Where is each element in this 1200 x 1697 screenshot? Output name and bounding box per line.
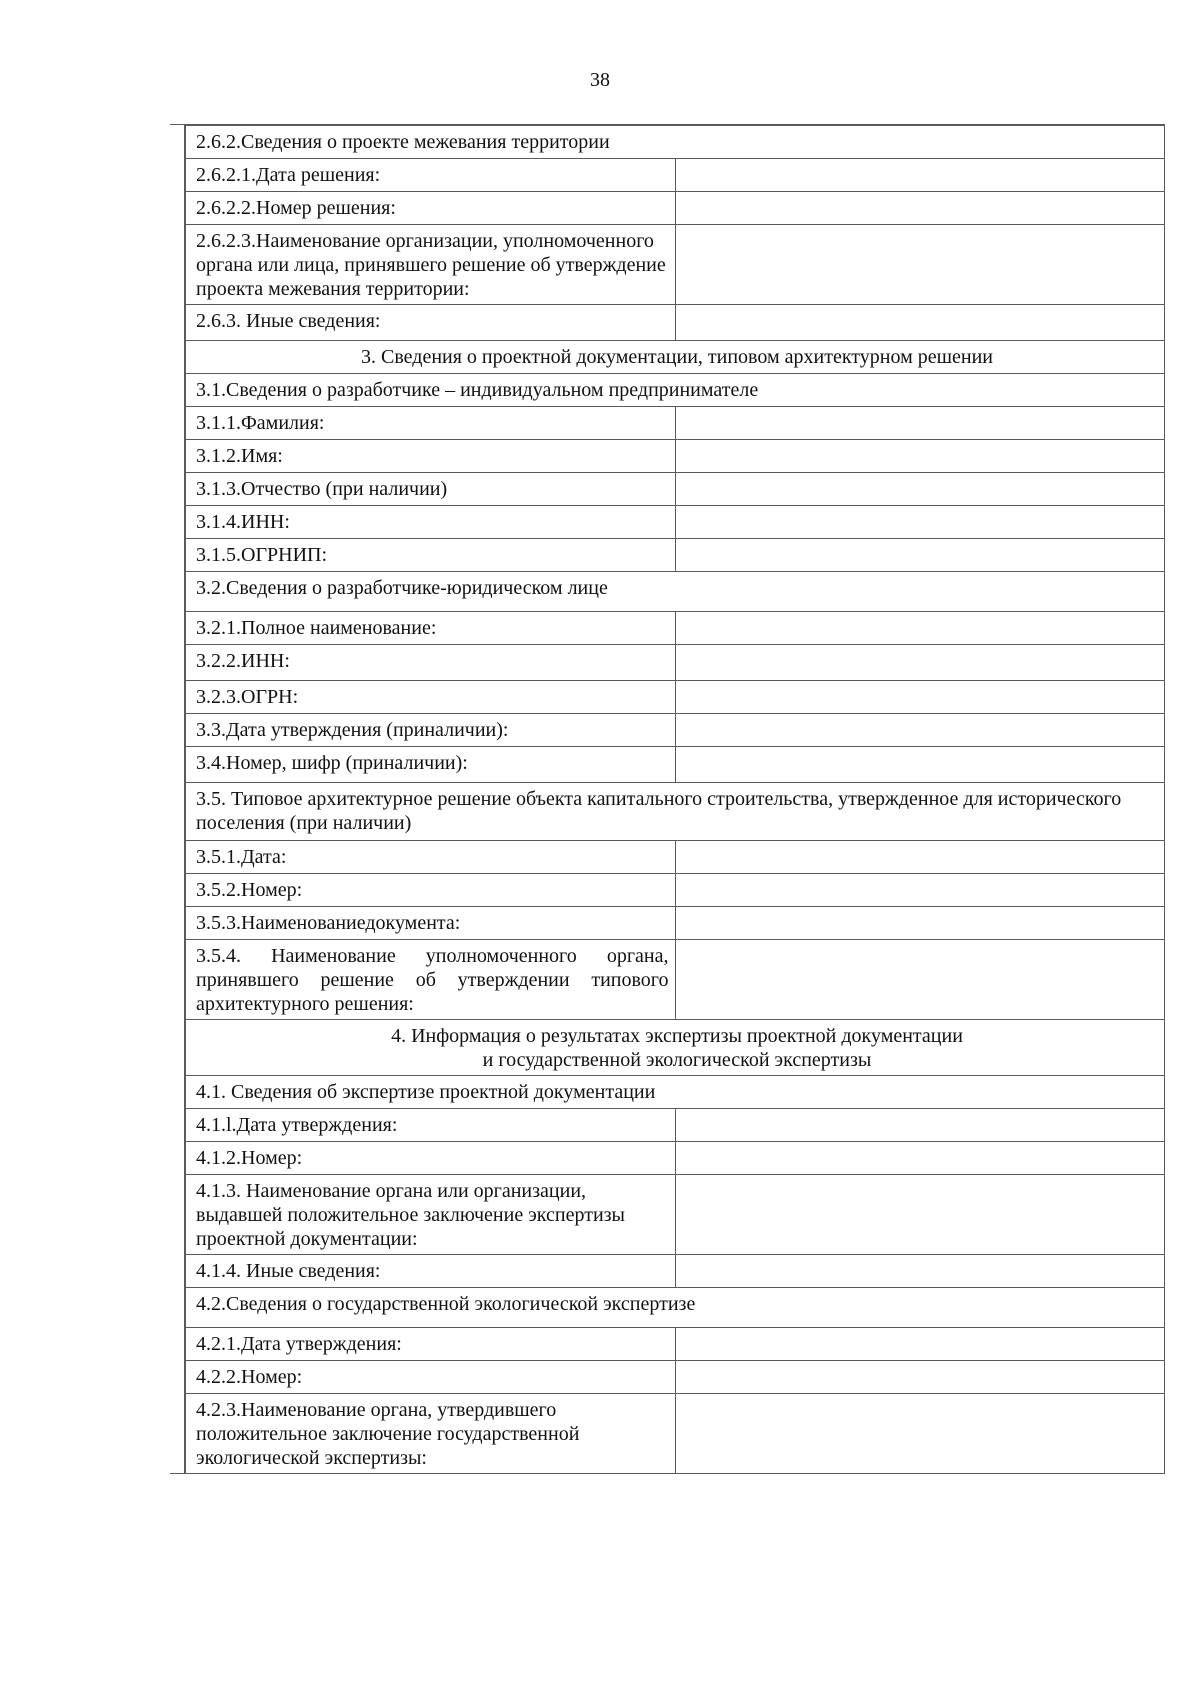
field-row	[186, 1142, 1165, 1175]
field-label: 3.1.2.Имя:	[186, 440, 676, 473]
section-row	[186, 572, 1165, 612]
field-row	[186, 841, 1165, 874]
field-value[interactable]	[675, 440, 1165, 473]
page-number: 38	[590, 69, 610, 91]
field-value[interactable]	[675, 1255, 1165, 1288]
field-row	[186, 506, 1165, 539]
field-value[interactable]	[675, 1142, 1165, 1175]
section-row	[186, 783, 1165, 841]
section-heading: 4.1. Сведения об экспертизе проектной документации	[186, 1076, 1165, 1109]
field-value[interactable]	[675, 940, 1165, 1020]
field-value[interactable]	[675, 907, 1165, 940]
section-row	[186, 1020, 1165, 1076]
section-heading: 3.5. Типовое архитектурное решение объекта капитального строительства, утвержденное для исторического поселения (при наличии)	[186, 783, 1165, 841]
section-heading: 3.1.Сведения о разработчике – индивидуальном предпринимателе	[186, 374, 1165, 407]
field-value[interactable]	[675, 473, 1165, 506]
field-label: 3.5.3.Наименованиедокумента:	[186, 907, 676, 940]
field-value[interactable]	[675, 192, 1165, 225]
section-row	[186, 1076, 1165, 1109]
field-value[interactable]	[675, 305, 1165, 341]
field-label: 3.5.4. Наименование уполномоченного органа, принявшего решение об утверждении типового архитектурного решения:	[186, 940, 676, 1020]
field-row	[186, 192, 1165, 225]
table-bottom-rule	[170, 1473, 1165, 1474]
field-label: 4.1.4. Иные сведения:	[186, 1255, 676, 1288]
section-row	[186, 1288, 1165, 1328]
field-row	[186, 1394, 1165, 1474]
section-row	[186, 374, 1165, 407]
section-row	[186, 126, 1165, 159]
field-row	[186, 714, 1165, 747]
field-row	[186, 1255, 1165, 1288]
field-label: 3.4.Номер, шифр (приналичии):	[186, 747, 676, 783]
field-value[interactable]	[675, 714, 1165, 747]
field-row	[186, 159, 1165, 192]
field-label: 4.2.2.Номер:	[186, 1361, 676, 1394]
field-label: 3.1.3.Отчество (при наличии)	[186, 473, 676, 506]
field-value[interactable]	[675, 612, 1165, 645]
section-heading: 4.2.Сведения о государственной экологической экспертизе	[186, 1288, 1165, 1328]
field-label: 4.1.l.Дата утверждения:	[186, 1109, 676, 1142]
field-label: 2.6.2.3.Наименование организации, уполномоченного органа или лица, принявшего решение об утверждение проекта межевания территории:	[186, 225, 676, 305]
section-row	[186, 341, 1165, 374]
field-value[interactable]	[675, 407, 1165, 440]
field-row	[186, 1328, 1165, 1361]
field-label: 3.5.1.Дата:	[186, 841, 676, 874]
field-row	[186, 907, 1165, 940]
field-value[interactable]	[675, 1175, 1165, 1255]
field-value[interactable]	[675, 539, 1165, 572]
section-heading: 2.6.2.Сведения о проекте межевания территории	[186, 126, 1165, 159]
field-label: 3.3.Дата утверждения (приналичии):	[186, 714, 676, 747]
field-value[interactable]	[675, 747, 1165, 783]
field-row	[186, 747, 1165, 783]
field-label: 4.2.1.Дата утверждения:	[186, 1328, 676, 1361]
field-value[interactable]	[675, 681, 1165, 714]
field-row	[186, 440, 1165, 473]
form-table	[185, 125, 1165, 1474]
field-label: 4.2.3.Наименование органа, утвердившего положительное заключение государственной экологической экспертизы:	[186, 1394, 676, 1474]
field-value[interactable]	[675, 645, 1165, 681]
section-heading: 3.2.Сведения о разработчике-юридическом лице	[186, 572, 1165, 612]
field-row	[186, 407, 1165, 440]
field-row	[186, 681, 1165, 714]
field-label: 4.1.3. Наименование органа или организации, выдавшей положительное заключение экспертизы проектной документации:	[186, 1175, 676, 1255]
field-label: 2.6.2.2.Номер решения:	[186, 192, 676, 225]
field-row	[186, 874, 1165, 907]
form-body	[186, 126, 1165, 1474]
field-row	[186, 305, 1165, 341]
section-heading: 3. Сведения о проектной документации, типовом архитектурном решении	[186, 341, 1165, 374]
field-row	[186, 225, 1165, 305]
field-label: 3.2.3.ОГРН:	[186, 681, 676, 714]
field-value[interactable]	[675, 159, 1165, 192]
field-label: 3.5.2.Номер:	[186, 874, 676, 907]
field-label: 3.2.1.Полное наименование:	[186, 612, 676, 645]
field-label: 3.1.4.ИНН:	[186, 506, 676, 539]
section-heading: 4. Информация о результатах экспертизы проектной документации и государственной экологической экспертизы	[186, 1020, 1165, 1076]
field-label: 2.6.3. Иные сведения:	[186, 305, 676, 341]
field-value[interactable]	[675, 506, 1165, 539]
field-row	[186, 612, 1165, 645]
field-row	[186, 473, 1165, 506]
field-value[interactable]	[675, 225, 1165, 305]
field-row	[186, 1361, 1165, 1394]
field-value[interactable]	[675, 874, 1165, 907]
field-label: 4.1.2.Номер:	[186, 1142, 676, 1175]
field-row	[186, 1109, 1165, 1142]
field-value[interactable]	[675, 841, 1165, 874]
field-row	[186, 539, 1165, 572]
field-row	[186, 645, 1165, 681]
field-row	[186, 940, 1165, 1020]
field-label: 3.2.2.ИНН:	[186, 645, 676, 681]
field-value[interactable]	[675, 1361, 1165, 1394]
field-value[interactable]	[675, 1394, 1165, 1474]
field-label: 3.1.1.Фамилия:	[186, 407, 676, 440]
field-label: 2.6.2.1.Дата решения:	[186, 159, 676, 192]
field-label: 3.1.5.ОГРНИП:	[186, 539, 676, 572]
field-row	[186, 1175, 1165, 1255]
field-value[interactable]	[675, 1109, 1165, 1142]
field-value[interactable]	[675, 1328, 1165, 1361]
